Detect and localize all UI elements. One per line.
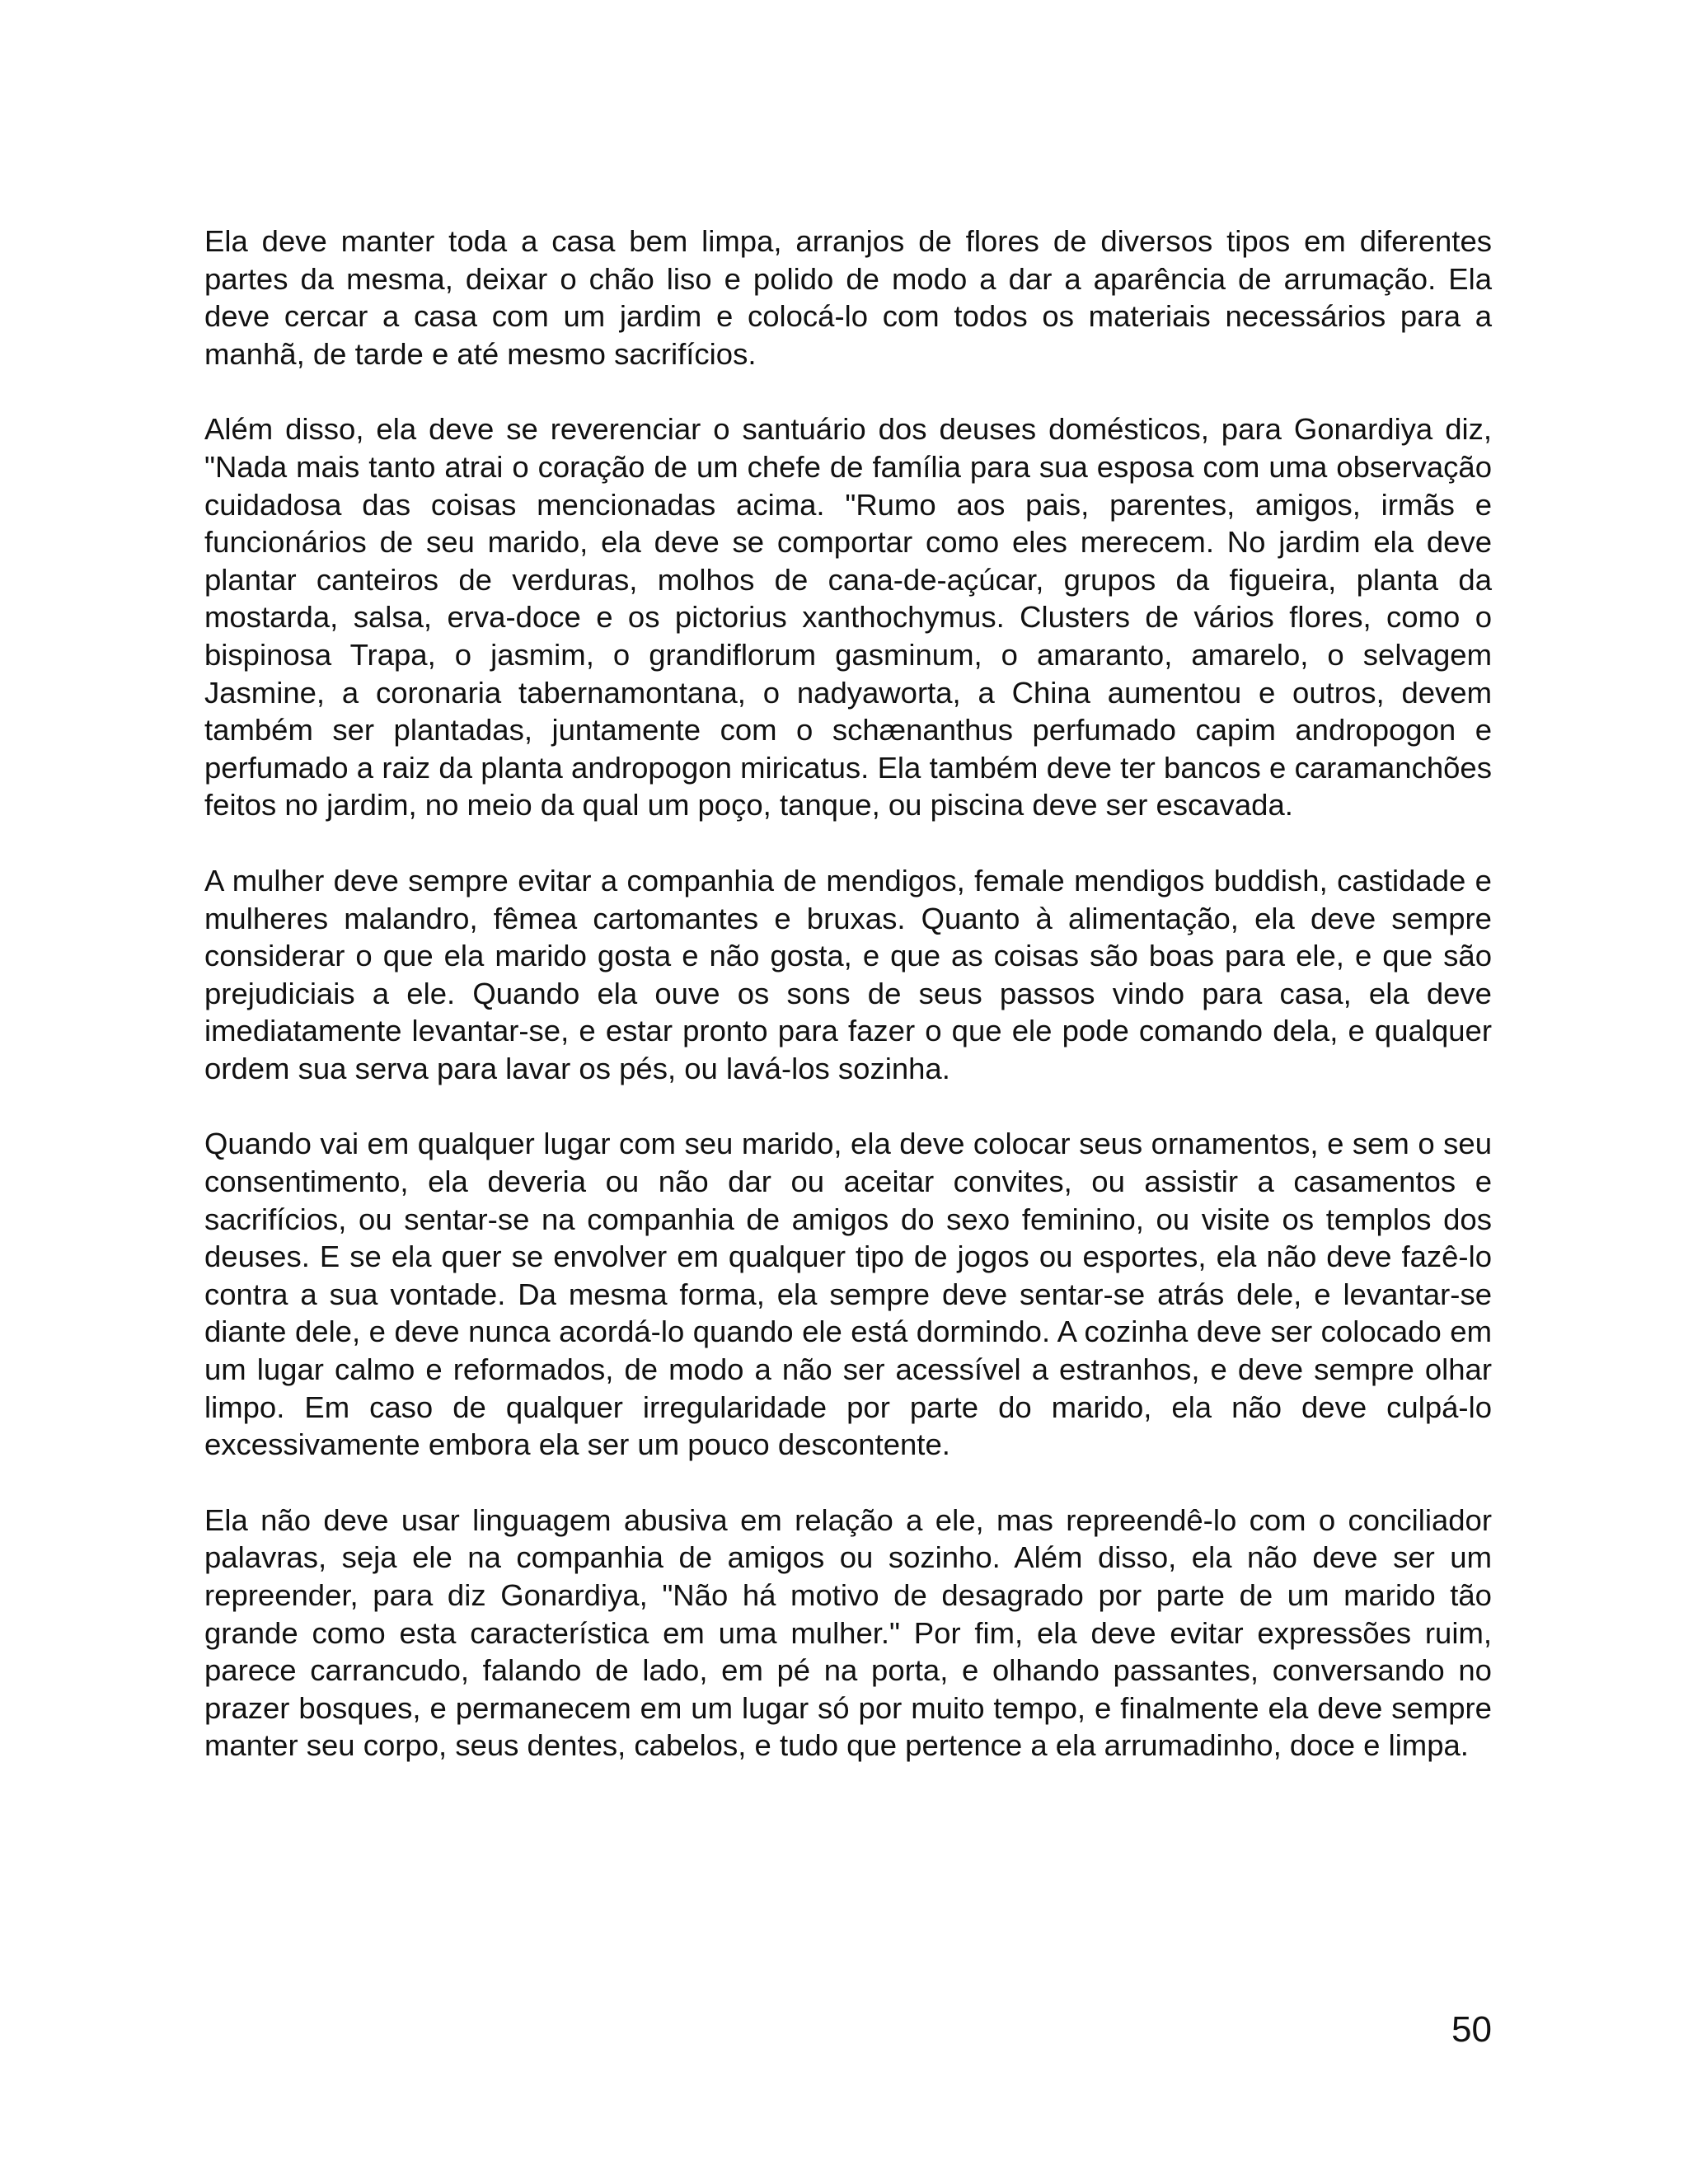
body-text — [204, 223, 1492, 1802]
paragraph-1: Ela deve manter toda a casa bem limpa, arranjos de flores de diversos tipos em diferentes partes da mesma, deixar o chão liso e polido de modo a dar a aparência de arrumação. Ela deve cercar a casa com um jardim e colocá-lo com todos os materiais necessários para a manhã, de tarde e até mesmo sacrifícios. — [204, 224, 1492, 371]
paragraph-4: Quando vai em qualquer lugar com seu marido, ela deve colocar seus ornamentos, e sem o seu consentimento, ela deveria ou não dar ou aceitar convites, ou assistir a casamentos e sacrifícios, ou sentar-se na companhia de amigos do sexo feminino, ou visite os templos dos deuses. E se ela quer se envolver em qualquer tipo de jogos ou esportes, ela não deve fazê-lo contra a sua vontade. Da mesma forma, ela sempre deve sentar-se atrás dele, e levantar-se diante dele, e deve nunca acordá-lo quando ele está dormindo. A cozinha deve ser colocado em um lugar calmo e reformados, de modo a não ser acessível a estranhos, e deve sempre olhar limpo. Em caso de qualquer irregularidade por parte do marido, ela não deve culpá-lo excessivamente embora ela ser um pouco descontente. — [204, 1127, 1492, 1462]
paragraph-3: A mulher deve sempre evitar a companhia de mendigos, female mendigos buddish, castidade e mulheres malandro, fêmea cartomantes e bruxas. Quanto à alimentação, ela deve sempre considerar o que ela marido gosta e não gosta, e que as coisas são boas para ele, e que são prejudiciais a ele. Quando ela ouve os sons de seus passos vindo para casa, ela deve imediatamente levantar-se, e estar pronto para fazer o que ele pode comando dela, e qualquer ordem sua serva para lavar os pés, ou lavá-los sozinha. — [204, 863, 1492, 1085]
paragraph-5: Ela não deve usar linguagem abusiva em relação a ele, mas repreendê-lo com o conciliador palavras, seja ele na companhia de amigos ou sozinho. Além disso, ela não deve ser um repreender, para diz Gonardiya, "Não há motivo de desagrado por parte de um marido tão grande como esta característica em uma mulher." Por fim, ela deve evitar expressões ruim, parece carrancudo, falando de lado, em pé na porta, e olhando passantes, conversando no prazer bosques, e permanecem em um lugar só por muito tempo, e finalmente ela deve sempre manter seu corpo, seus dentes, cabelos, e tudo que pertence a ela arrumadinho, doce e limpa. — [204, 1502, 1492, 1763]
page-number: 50 — [1451, 2009, 1492, 2050]
paragraph-2: Além disso, ela deve se reverenciar o santuário dos deuses domésticos, para Gonardiya diz, "Nada mais tanto atrai o coração de um chefe de família para sua esposa com uma observação cuidadosa das coisas mencionadas acima. "Rumo aos pais, parentes, amigos, irmãs e funcionários de seu marido, ela deve se comportar como eles merecem. No jardim ela deve plantar canteiros de verduras, molhos de cana-de-açúcar, grupos da figueira, planta da mostarda, salsa, erva-doce e os pictorius xanthochymus. Clusters de vários flores, como o bispinosa Trapa, o jasmim, o grandiflorum gasminum, o amaranto, amarelo, o selvagem Jasmine, a coronaria tabernamontana, o nadyaworta, a China aumentou e outros, devem também ser plantadas, juntamente com o schænanthus perfumado capim andropogon e perfumado a raiz da planta andropogon miricatus. Ela também deve ter bancos e caramanchões feitos no jardim, no meio da qual um poço, tanque, ou piscina deve ser escavada. — [204, 412, 1492, 823]
